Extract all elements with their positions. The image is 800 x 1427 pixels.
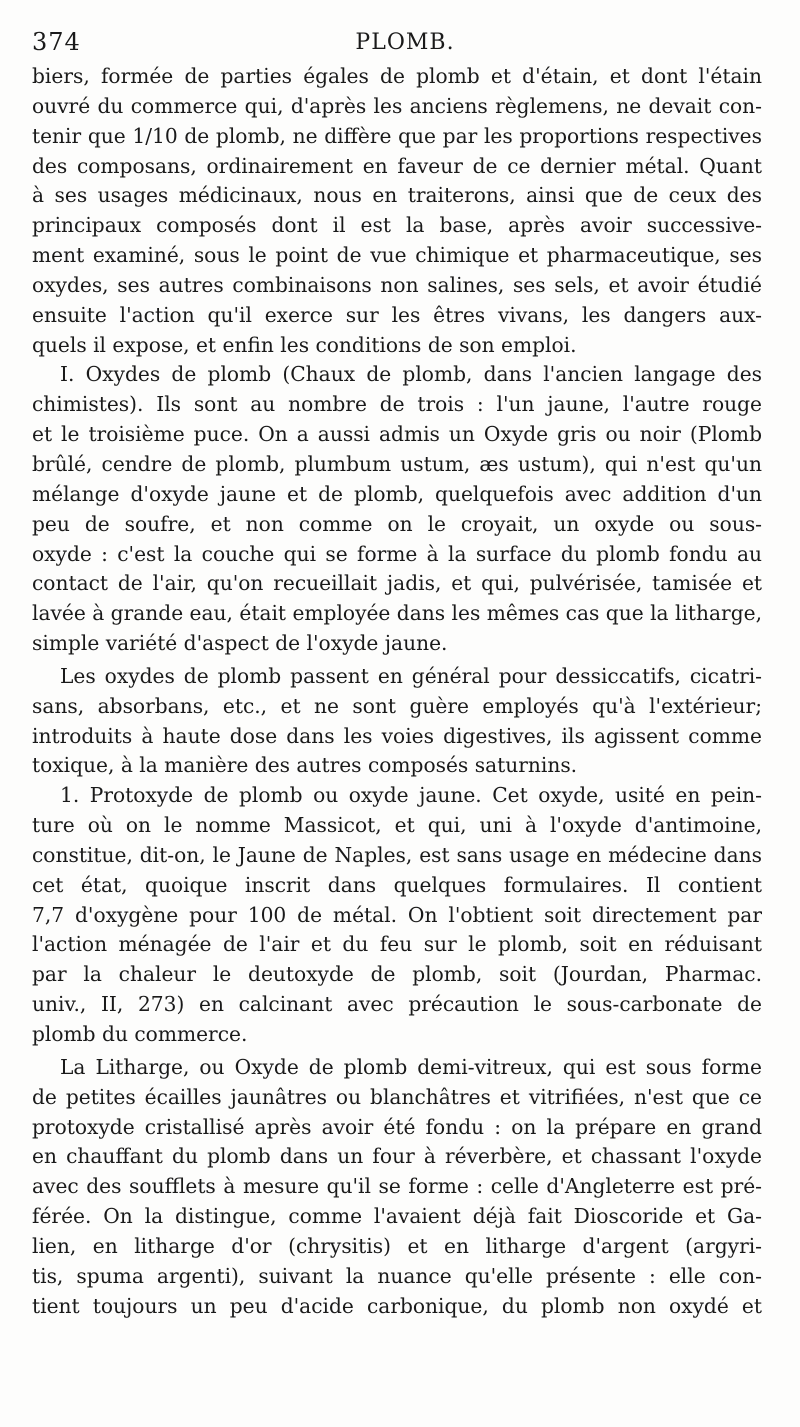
text-line: contact de l'air, qu'on recueillait jadis, et qui, pulvérisée, tamisée et <box>32 571 762 596</box>
text-line: et le troisième puce. On a aussi admis un Oxyde gris ou noir (Plomb <box>32 422 762 447</box>
text-line: constitue, dit-on, le Jaune de Naples, est sans usage en médecine dans <box>32 842 762 867</box>
text-line: plomb du commerce. <box>32 1022 248 1046</box>
text-line: Les oxydes de plomb passent en général pour dessiccatifs, cicatri- <box>60 663 762 688</box>
text-line: férée. On la distingue, comme l'avaient déjà fait Dioscoride et Ga- <box>32 1204 762 1229</box>
text-line: I. Oxydes de plomb (Chaux de plomb, dans l'ancien langage des <box>60 362 762 387</box>
running-title: PLOMB. <box>355 30 455 55</box>
text-line: 1. Protoxyde de plomb ou oxyde jaune. Cet oxyde, usité en pein- <box>60 783 762 808</box>
text-line: lien, en litharge d'or (chrysitis) et en litharge d'argent (argyri- <box>32 1233 762 1258</box>
text-line: cet état, quoique inscrit dans quelques formulaires. Il contient <box>32 872 762 897</box>
text-line: brûlé, cendre de plomb, plumbum ustum, æs ustum), qui n'est qu'un <box>32 451 762 476</box>
text-line: avec des soufflets à mesure qu'il se forme : celle d'Angleterre est pré- <box>32 1174 762 1199</box>
text-line: par la chaleur le deutoxyde de plomb, soit (Jourdan, Pharmac. <box>32 962 762 987</box>
text-line: oxydes, ses autres combinaisons non salines, ses sels, et avoir étudié <box>32 272 762 297</box>
text-line: toxique, à la manière des autres composés saturnins. <box>32 753 578 778</box>
text-line: sans, absorbans, etc., et ne sont guère employés qu'à l'extérieur; <box>32 693 762 718</box>
text-line: oxyde : c'est la couche qui se forme à la surface du plomb fondu au <box>32 541 762 566</box>
page-number: 374 <box>32 28 81 56</box>
text-line: La Litharge, ou Oxyde de plomb demi-vitreux, qui est sous forme <box>60 1054 762 1079</box>
text-line: 7,7 d'oxygène pour 100 de métal. On l'obtient soit directement par <box>32 902 762 927</box>
text-line: simple variété d'aspect de l'oxyde jaune. <box>32 631 448 656</box>
text-line: en chauffant du plomb dans un four à réverbère, et chassant l'oxyde <box>32 1144 762 1169</box>
text-line: ment examiné, sous le point de vue chimique et pharmaceutique, ses <box>32 243 762 268</box>
text-line: ouvré du commerce qui, d'après les anciens règlemens, ne devait con- <box>32 93 762 118</box>
text-line: protoxyde cristallisé après avoir été fondu : on la prépare en grand <box>32 1114 762 1139</box>
text-line: peu de soufre, et non comme on le croyait, un oxyde ou sous- <box>32 511 762 536</box>
text-line: ture où on le nomme Massicot, et qui, uni à l'oxyde d'antimoine, <box>32 813 762 838</box>
text-line: de petites écailles jaunâtres ou blanchâtres et vitrifiées, n'est que ce <box>32 1084 762 1109</box>
text-line: chimistes). Ils sont au nombre de trois : l'un jaune, l'autre rouge <box>32 392 762 417</box>
text-line: introduits à haute dose dans les voies digestives, ils agissent comme <box>32 723 762 748</box>
body-text <box>32 62 762 1321</box>
page-header <box>30 28 770 62</box>
text-line: l'action ménagée de l'air et du feu sur le plomb, soit en réduisant <box>32 932 762 957</box>
text-line: principaux composés dont il est la base, après avoir successive- <box>32 213 762 238</box>
text-line: des composans, ordinairement en faveur de ce dernier métal. Quant <box>32 153 762 178</box>
text-line: mélange d'oxyde jaune et de plomb, quelquefois avec addition d'un <box>32 481 762 506</box>
text-line: tient toujours un peu d'acide carbonique, du plomb non oxydé et <box>32 1293 762 1318</box>
text-line: lavée à grande eau, était employée dans les mêmes cas que la litharge, <box>32 601 762 626</box>
text-line: tis, spuma argenti), suivant la nuance qu'elle présente : elle con- <box>32 1263 762 1288</box>
text-line: biers, formée de parties égales de plomb et d'étain, et dont l'étain <box>32 64 762 88</box>
text-line: tenir que 1/10 de plomb, ne diffère que par les proportions respectives <box>32 123 762 148</box>
text-line: quels il expose, et enfin les conditions de son emploi. <box>32 332 577 357</box>
text-line: univ., II, 273) en calcinant avec précaution le sous-carbonate de <box>32 992 762 1017</box>
text-line: à ses usages médicinaux, nous en traiterons, ainsi que de ceux des <box>32 183 762 208</box>
text-line: ensuite l'action qu'il exerce sur les êtres vivans, les dangers aux- <box>32 302 762 327</box>
